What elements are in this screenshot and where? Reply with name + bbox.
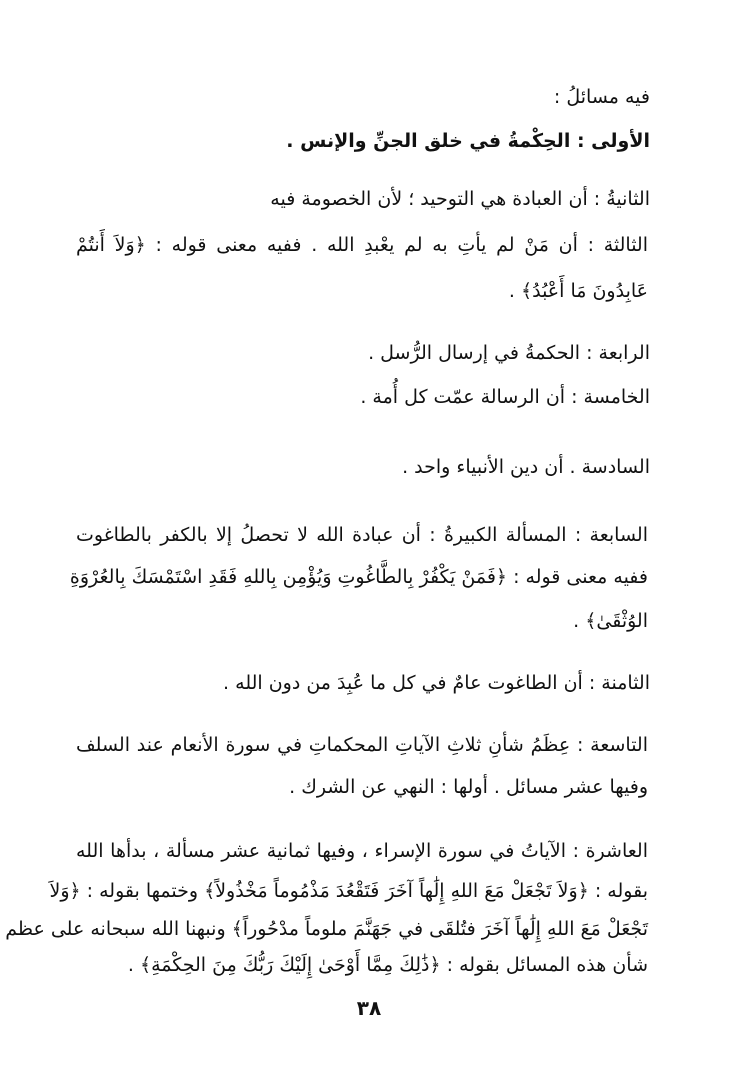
text-line-seventh-end: الوُثْقَىٰ﴾ . xyxy=(573,610,648,632)
text-line-eighth: الثامنة : أن الطاغوت عامٌ في كل ما عُبِدَ من دون الله . xyxy=(223,672,650,694)
text-line-first: الأولى : الحِكْمةُ في خلق الجنِّ والإنس . xyxy=(286,130,650,152)
text-line-second: الثانيةُ : أن العبادة هي التوحيد ؛ لأن الخصومة فيه xyxy=(270,188,650,210)
text-line-third-cont: عَابِدُونَ مَا أَعْبُدُ﴾ . xyxy=(508,280,648,302)
text-line-ninth-cont: وفيها عشر مسائل . أولها : النهي عن الشرك . xyxy=(289,776,648,798)
text-line-sixth: السادسة . أن دين الأنبياء واحد . xyxy=(402,456,650,478)
text-line-tenth-cont-1: بقوله : ﴿وَلاَ تَجْعَلْ مَعَ اللهِ إِلَٰهاً آخَرَ فَتَقْعُدَ مَذْمُوماً مَخْذُولاً﴾ وختمها بقوله : ﴿وَلاَ xyxy=(49,880,648,902)
text-line-tenth: العاشرة : الآياتُ في سورة الإسراء ، وفيها ثمانية عشر مسألة ، بدأها الله xyxy=(76,840,648,862)
text-line-third: الثالثة : أن مَنْ لم يأتِ به لم يعْبدِ الله . ففيه معنى قوله : ﴿وَلاَ أَنتُمْ xyxy=(76,234,648,256)
text-line-tenth-cont-2: تَجْعَلْ مَعَ اللهِ إِلَٰهاً آخَرَ فتُلقَى في جَهَنَّمَ ملوماً مدْحُوراً﴾ ونبهنا الله سبحانه على عظم xyxy=(5,918,648,940)
text-line-ninth: التاسعة : عِظَمُ شأنِ ثلاثِ الآياتِ المحكماتِ في سورة الأنعام عند السلف xyxy=(76,734,648,756)
text-line-seventh: السابعة : المسألة الكبيرةُ : أن عبادة الله لا تحصلُ إلا بالكفر بالطاغوت xyxy=(76,524,648,546)
text-line-seventh-cont: ففيه معنى قوله : ﴿فَمَنْ يَكْفُرْ بِالطَّاغُوتِ وَيُؤْمِن بِاللهِ فَقَدِ اسْتَمْسَكَ بِالعُرْوَةِ xyxy=(69,566,648,588)
text-line-fourth: الرابعة : الحكمةُ في إرسال الرُّسل . xyxy=(368,342,650,364)
text-line-tenth-cont-3: شأن هذه المسائل بقوله : ﴿ذَٰلِكَ مِمَّا أَوْحَىٰ إِلَيْكَ رَبُّكَ مِنَ الحِكْمَةِ﴾ . xyxy=(127,954,648,976)
text-line-intro: فيه مسائلُ : xyxy=(553,86,650,108)
text-line-fifth: الخامسة : أن الرسالة عمّت كل أُمة . xyxy=(360,386,650,408)
page-number: ٣٨ xyxy=(356,996,382,1020)
